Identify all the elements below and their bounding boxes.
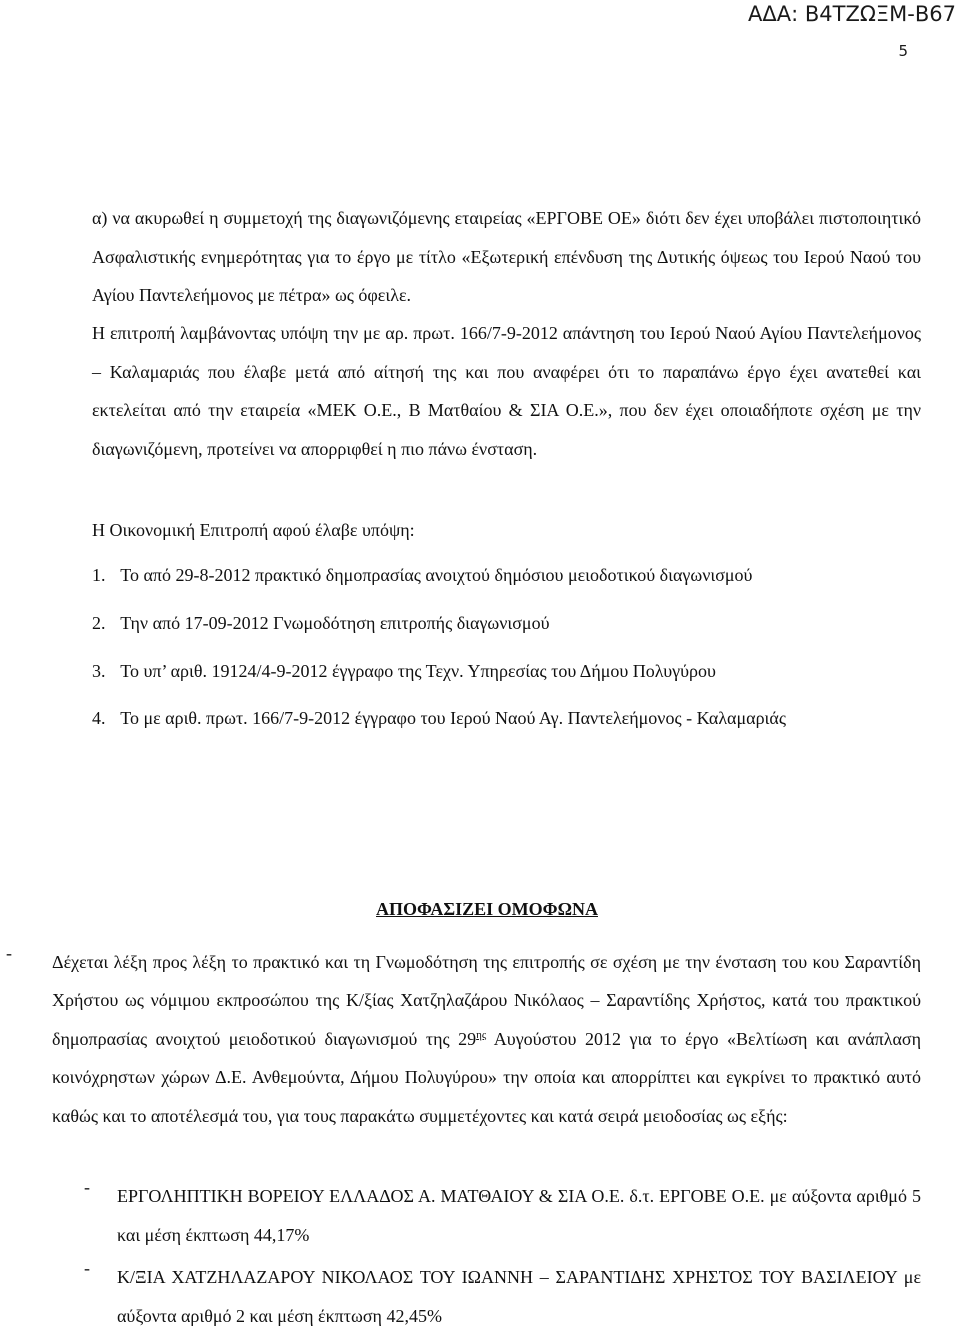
- item-number: 3.: [92, 661, 106, 681]
- participant-dash: -: [84, 1177, 90, 1197]
- ada-code: ΑΔΑ: Β4ΤΖΩΞΜ-Β67: [748, 2, 956, 26]
- item-text: Το από 29-8-2012 πρακτικό δημοπρασίας ανοιχτού δημόσιου μειοδοτικού διαγωνισμού: [120, 565, 753, 585]
- considered-intro: Η Οικονομική Επιτροπή αφού έλαβε υπόψη:: [92, 520, 415, 540]
- decision-text-before: Δέχεται λέξη προς λέξη το πρακτικό και τη Γνωμοδότηση της επιτροπής σε σχέση με την ένσταση του κου Σαραντίδη Χρήστου ως νόμιμου εκπροσώπου της Κ/ξίας Χατζηλαζάρου Νικόλαος – Σαραντίδης Χρήστος, κατά του πρακτικού δημοπρασίας ανοιχτού μειοδοτικού διαγωνισμού της 29: [52, 952, 921, 1049]
- decision-text-after: Αυγούστου 2012 για το έργο «Βελτίωση και ανάπλαση κοινόχρηστων χώρων Δ.Ε. Ανθεμούντα, Δήμου Πολυγύρου» την οποία και απορρίπτει και εγκρίνει το πρακτικό αυτό καθώς και το αποτέλεσμά του, για τους παρακάτω συμμετέχοντες και κατά σειρά μειοδοσίας ως εξής:: [52, 1028, 921, 1126]
- decision-paragraph: [52, 943, 921, 1135]
- committee-paragraph: Η επιτροπή λαμβάνοντας υπόψη την με αρ. πρωτ. 166/7-9-2012 απάντηση του Ιερού Ναού Αγίου Παντελεήμονος – Καλαμαριάς που έλαβε μετά από αίτησή της και που αναφέρει ότι το παραπάνω έργο έχει ανατεθεί και εκτελείται από την εταιρεία «ΜΕΚ Ο.Ε., Β Ματθαίου & ΣΙΑ Ο.Ε.», που δεν έχει οποιαδήποτε σχέση με την διαγωνιζόμενη, προτείνει να απορριφθεί η πιο πάνω ένσταση.: [92, 323, 921, 459]
- item-number: 4.: [92, 708, 106, 728]
- item-text: Το υπ’ αριθ. 19124/4-9-2012 έγγραφο της Τεχν. Υπηρεσίας του Δήμου Πολυγύρου: [120, 661, 716, 681]
- considered-item-3: [92, 661, 716, 682]
- item-text: Το με αριθ. πρωτ. 166/7-9-2012 έγγραφο του Ιερού Ναού Αγ. Παντελεήμονος - Καλαμαριάς: [120, 708, 786, 728]
- considered-item-1: [92, 565, 752, 586]
- item-number: 2.: [92, 613, 106, 633]
- item-number: 1.: [92, 565, 106, 585]
- ordinal-superscript: ης: [476, 1028, 487, 1041]
- page-number: 5: [898, 42, 908, 60]
- considered-item-2: [92, 613, 550, 634]
- intro-paragraph: α) να ακυρωθεί η συμμετοχή της διαγωνιζόμενης εταιρείας «ΕΡΓΟΒΕ ΟΕ» διότι δεν έχει υποβάλει πιστοποιητικό Ασφαλιστικής ενημερότητας για το έργο με τίτλο «Εξωτερική επένδυση της Δυτικής όψεως του Ιερού Ναού του Αγίου Παντελεήμονος με πέτρα» ως όφειλε.: [92, 208, 921, 305]
- decision-dash: -: [6, 943, 12, 963]
- participant-dash: -: [84, 1258, 90, 1278]
- participant-1: ΕΡΓΟΛΗΠΤΙΚΗ ΒΟΡΕΙΟΥ ΕΛΛΑΔΟΣ Α. ΜΑΤΘΑΙΟΥ & ΣΙΑ Ο.Ε. δ.τ. ΕΡΓΟΒΕ Ο.Ε. με αύξοντα αριθμό 5 και μέση έκπτωση 44,17%: [117, 1186, 921, 1245]
- decision-heading: ΑΠΟΦΑΣΙΖΕΙ ΟΜΟΦΩΝΑ: [376, 899, 598, 919]
- participant-2: Κ/ΞΙΑ ΧΑΤΖΗΛΑΖΑΡΟΥ ΝΙΚΟΛΑΟΣ ΤΟΥ ΙΩΑΝΝΗ – ΣΑΡΑΝΤΙΔΗΣ ΧΡΗΣΤΟΣ ΤΟΥ ΒΑΣΙΛΕΙΟΥ με αύξοντα αριθμό 2 και μέση έκπτωση 42,45%: [117, 1267, 921, 1326]
- item-text: Την από 17-09-2012 Γνωμοδότηση επιτροπής διαγωνισμού: [120, 613, 550, 633]
- considered-item-4: [92, 708, 786, 729]
